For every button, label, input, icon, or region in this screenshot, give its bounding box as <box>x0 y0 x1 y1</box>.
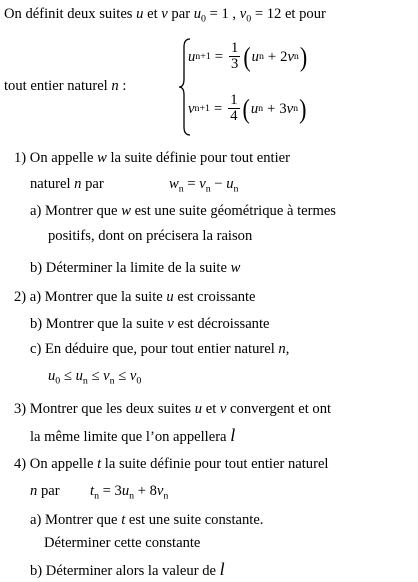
var-n: n <box>111 78 119 94</box>
eq2-u: u <box>250 100 259 117</box>
intro-colon: : <box>118 78 127 94</box>
q4a-text-a: a) Montrer que <box>30 512 122 528</box>
q4-par: par <box>37 483 60 499</box>
def-w: w <box>169 176 179 192</box>
def-t-v: v <box>156 483 164 499</box>
q4-var-t: t <box>97 456 102 472</box>
q1a-line-1 <box>30 203 336 219</box>
v0-base: v <box>239 6 247 22</box>
q4b-var-l: l <box>219 559 225 579</box>
def-t-equals: = 3 <box>99 483 122 499</box>
def-u: u <box>226 176 234 192</box>
q2a-text-b: est croissante <box>173 289 256 305</box>
eq2-fraction <box>228 93 239 124</box>
eq1-equals: = <box>214 48 224 65</box>
ineq-un-sub: n <box>82 375 88 387</box>
def-t: t <box>90 483 95 499</box>
q2b-line <box>30 316 270 332</box>
q3-line-2 <box>30 427 235 445</box>
q4b-text: b) Déterminer alors la valeur de <box>30 563 220 579</box>
intro-text-2: tout entier naturel <box>4 78 112 94</box>
q1b-line <box>30 260 240 276</box>
eq2-equals: = <box>213 100 223 117</box>
q3-var-u: u <box>194 401 203 417</box>
def-t-sub: n <box>94 490 100 502</box>
def-t-u: u <box>121 483 130 499</box>
eq2-denominator: 4 <box>230 108 238 124</box>
eq1-coef: 2 <box>280 48 288 65</box>
q1-naturel: naturel <box>30 176 75 192</box>
intro-comma: , <box>228 6 240 22</box>
q4-line-2 <box>30 483 60 499</box>
q4a-text-b: est une suite constante. <box>125 512 264 528</box>
ineq-un: u <box>75 368 83 384</box>
ineq-vn-sub: n <box>109 375 115 387</box>
q4-definition-t <box>90 483 169 502</box>
ineq-vn: v <box>103 368 110 384</box>
q1a-text-a: a) Montrer que <box>30 203 122 219</box>
intro-par: par <box>167 6 194 22</box>
q1-text-b: la suite définie pour tout entier <box>106 150 290 166</box>
ineq-v0-sub: 0 <box>136 375 142 387</box>
ineq-le-1: ≤ <box>60 368 76 384</box>
q3-text-b: convergent et ont <box>226 401 332 417</box>
eq1-rparen: ) <box>299 40 308 72</box>
var-u: u <box>136 6 144 22</box>
q2c-var-n: n <box>278 341 286 357</box>
q1b-var-w: w <box>230 260 241 276</box>
def-w-sub: n <box>178 183 184 195</box>
def-t-u-sub: n <box>129 490 135 502</box>
q1a-var-w: w <box>121 203 131 219</box>
def-v: v <box>199 176 206 192</box>
q2b-text-b: est décroissante <box>173 316 270 332</box>
eq1-lhs: u <box>188 48 196 65</box>
def-w-equals: = <box>183 176 200 192</box>
eq2-rparen: ) <box>299 92 307 124</box>
eq1-fraction <box>229 41 240 72</box>
q2c-line <box>30 341 289 357</box>
q2a-line <box>14 289 256 305</box>
q4a-text-c: Déterminer cette constante <box>44 535 201 551</box>
q4a-line-2 <box>44 535 200 551</box>
q4-text-a: 4) On appelle <box>14 456 98 472</box>
q4b-line <box>30 561 225 579</box>
u0-base: u <box>193 6 201 22</box>
q2c-text-b: , <box>285 341 290 357</box>
def-v-sub: n <box>205 183 211 195</box>
intro-text: On définit deux suites <box>4 6 137 22</box>
q3-text-c: la même limite que l’on appellera <box>30 429 231 445</box>
q1-line-2 <box>30 176 104 192</box>
v0-value: = 12 <box>251 6 282 22</box>
ineq-le-3: ≤ <box>114 368 130 384</box>
v0-sub: 0 <box>246 13 252 25</box>
q1-line-1 <box>14 150 290 166</box>
q1-definition-w <box>169 176 239 195</box>
q1-text-a: 1) On appelle <box>14 150 98 166</box>
q1b-text: b) Déterminer la limite de la suite <box>30 260 231 276</box>
eq1-numerator: 1 <box>231 40 239 56</box>
q3-var-v: v <box>219 401 227 417</box>
ineq-le-2: ≤ <box>87 368 104 384</box>
q2c-text-a: c) En déduire que, pour tout entier naturel <box>30 341 279 357</box>
u0-sub: 0 <box>201 13 206 25</box>
q1-par: par <box>81 176 104 192</box>
q1-var-w: w <box>97 150 107 166</box>
q3-text-a: 3) Montrer que les deux suites <box>14 401 195 417</box>
ineq-v0: v <box>129 368 137 384</box>
def-minus: − <box>210 176 227 192</box>
equation-u: u n+1 = $\frac{1}{3}$ ( u n + 2 v n ) <box>188 40 308 72</box>
var-v: v <box>161 6 168 22</box>
q2b-var-v: v <box>167 316 174 332</box>
eq1-u: u <box>251 48 259 65</box>
ineq-u0: u <box>48 368 56 384</box>
intro-pour: et pour <box>281 6 326 22</box>
u0-value: = 1 <box>205 6 229 22</box>
def-t-plus: + 8 <box>134 483 157 499</box>
ineq-u0-sub: 0 <box>55 375 61 387</box>
q4a-var-t: t <box>121 512 126 528</box>
eq2-lparen: ( <box>242 92 250 124</box>
eq1-lparen: ( <box>243 40 251 72</box>
q1a-text-c: positifs, dont on précisera la raison <box>48 228 253 244</box>
q4a-line-1 <box>30 512 263 528</box>
q3-and: et <box>202 401 220 417</box>
q2a-var-u: u <box>166 289 174 305</box>
intro-line-2 <box>4 78 126 94</box>
eq2-plus: + <box>267 100 276 117</box>
intro-and: et <box>143 6 162 22</box>
def-t-v-sub: n <box>163 490 169 502</box>
eq2-v: v <box>286 100 294 117</box>
q3-line-1 <box>14 401 331 417</box>
q4-line-1 <box>14 456 328 472</box>
def-u-sub: n <box>233 183 239 195</box>
q4-var-n: n <box>30 483 38 499</box>
eq1-plus: + <box>267 48 277 65</box>
equation-v: v n+1 = $\frac{1}{4}$ ( u n + 3 v n ) <box>188 92 307 124</box>
eq1-v: v <box>287 48 294 65</box>
eq2-numerator: 1 <box>230 92 238 108</box>
eq2-lhs: v <box>188 100 195 117</box>
q2b-text-a: b) Montrer que la suite <box>30 316 168 332</box>
q2a-text-a: 2) a) Montrer que la suite <box>14 289 167 305</box>
q1-var-n: n <box>74 176 82 192</box>
recurrence-system <box>178 37 408 137</box>
q3-var-l: l <box>230 425 236 445</box>
q1a-line-2 <box>48 228 252 244</box>
q1a-text-b: est une suite géométrique à termes <box>130 203 336 219</box>
q2c-inequality <box>48 368 142 387</box>
q4-text-b: la suite définie pour tout entier naturel <box>101 456 329 472</box>
eq1-denominator: 3 <box>231 56 239 72</box>
intro-line-1 <box>4 6 326 25</box>
eq2-coef: 3 <box>279 100 287 117</box>
